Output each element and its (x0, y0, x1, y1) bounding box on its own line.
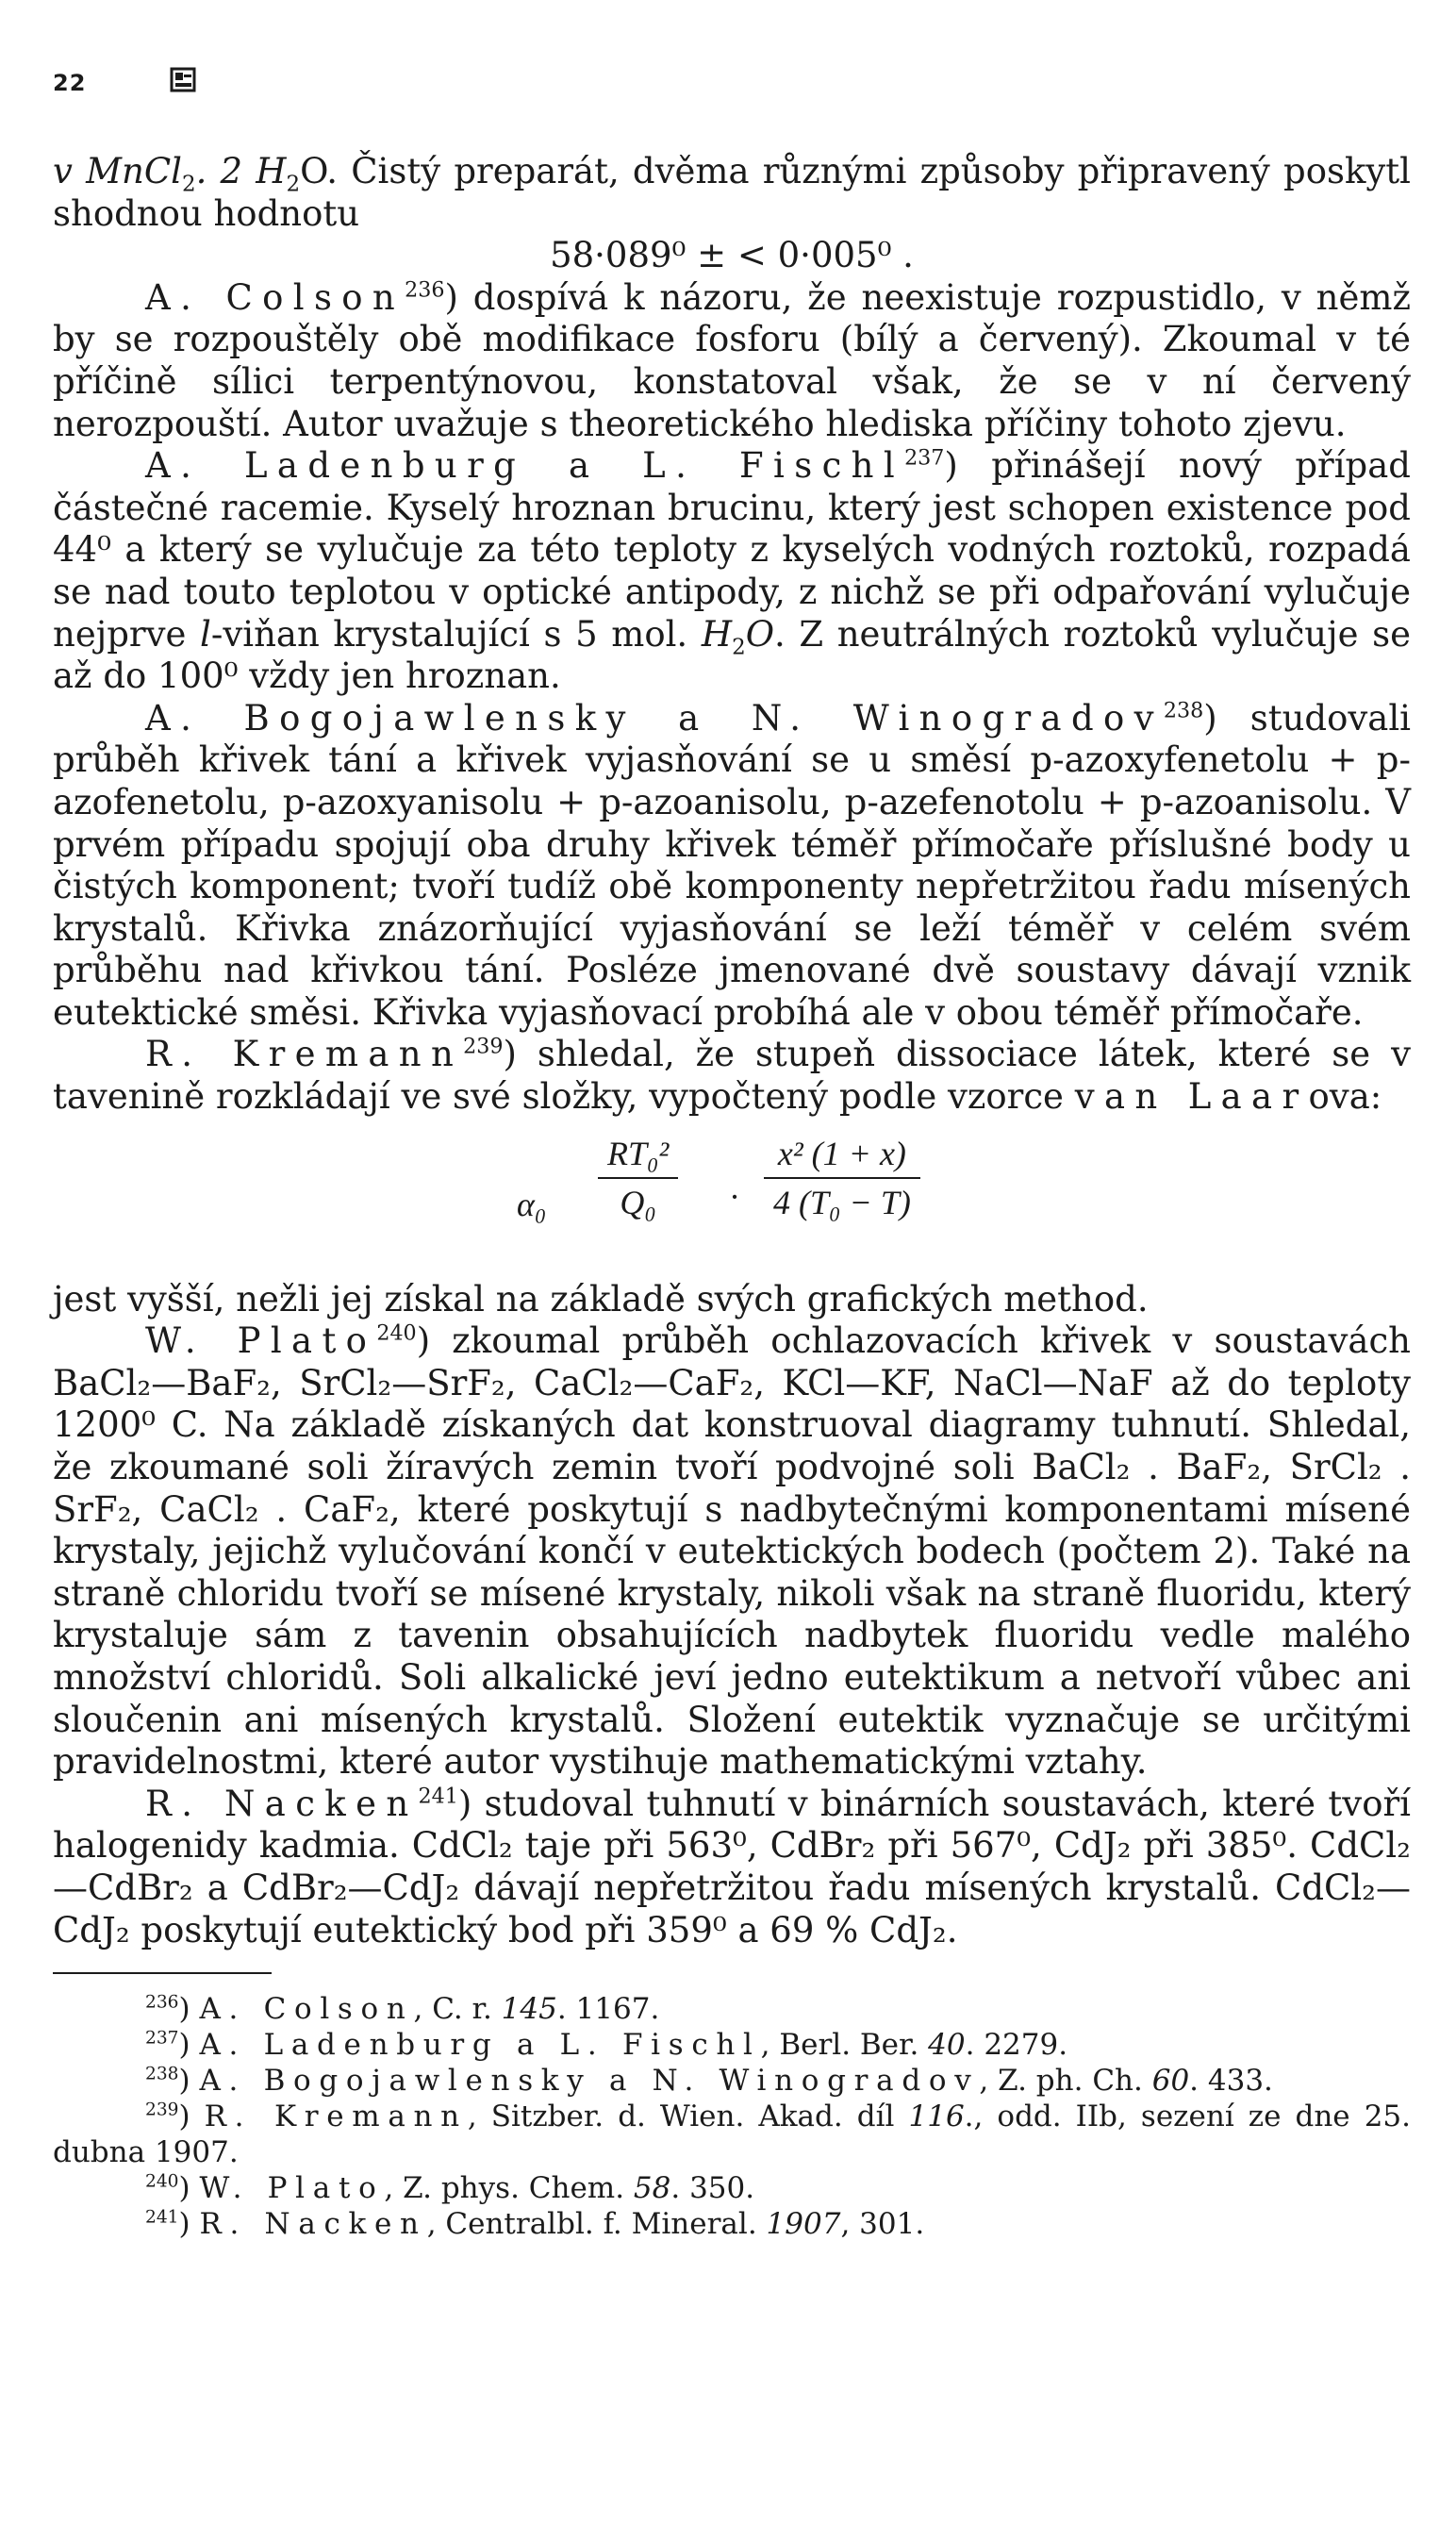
author-name: A. Colson (145, 276, 405, 318)
footnote-ref: 239 (463, 1035, 504, 1060)
footnote-ref: 238 (1163, 698, 1204, 723)
paragraph-1: v MnCl$_2$. 2 $H_2O$. Čistý preparát, dvěma různými způsoby připravený poskytl shodnou hodnotu (53, 151, 1412, 234)
paragraph-bogojawlensky: A. Bogojawlensky a N. Winogradov$^{238}$) studovali průběh křivek tání a křivek vyjasňování se u směsí p-azoxyfenetolu + p-azofenetolu, p-azoxyanisolu + p-azoanisolu, p-azefenotolu + p-azoanisolu. V prvém případu spojují oba druhy křivek téměř přímočaře příslušné body u čistých komponent; tvoří tudíž obě komponenty nepřetržitou řadu mísených krystalů. Křivka znázorňující vyjasňování se leží téměř v celém svém průběhu nad křivkou tání. Posléze jmenované dvě soustavy dávají vznik eutektické směsi. Křivka vyjasňovací probíhá ale v obou téměř přímočaře. (53, 697, 1411, 1033)
paragraph-kremann: R. Kremann$^{239}$) shledal, že stupeň dissociace látek, které se v tavenině rozkládají ve své složky, vypočtený podle vzorce van Laarova: (53, 1034, 1411, 1118)
author-name: R. Nacken (145, 1783, 419, 1824)
footnotes (53, 1991, 1411, 2242)
footnote: $^{240}$) W. Plato, Z. phys. Chem. 58. 350. (145, 2171, 755, 2206)
footnote: $^{237}$) A. Ladenburg a L. Fischl, Berl. Ber. 40. 2279. (145, 2028, 1068, 2063)
formula-alpha: α₀ (517, 1185, 547, 1223)
footnote: $^{239}$) R. Kremann, Sitzber. d. Wien. Akad. díl 116., odd. IIb, sezení ze dne 25. dubna 1907. (53, 2100, 1412, 2170)
author-name: W. Plato (145, 1320, 377, 1362)
author-name: A. Ladenburg a L. Fischl (145, 445, 905, 487)
paragraph-plato: W. Plato$^{240}$) zkoumal průběh ochlazovacích křivek v soustavách BaCl₂—BaF₂, SrCl₂—SrF₂, CaCl₂—CaF₂, KCl—KF, NaCl—NaF až do teploty 1200⁰ C. Na základě získaných dat konstruoval diagramy tuhnutí. Shledal, že zkoumané soli žíravých zemin tvoří podvojné soli BaCl₂ . BaF₂, SrCl₂ . SrF₂, CaCl₂ . CaF₂, které poskytují s nadbytečnými komponentami mísené krystaly, jejichž vylučování končí v eutektických bodech (počtem 2). Také na straně chloridu tvoří se mísené krystaly, nikoli však na straně fluoridu, který krystaluje sám z tavenin obsahujících nadbytek fluoridu vedle malého množství chloridů. Soli alkalické jeví jedno eutektikum a netvoří vůbec ani sloučenin ani mísených krystalů. Složení eutektik vyznačuje se určitými pravidelnostmi, které autor vystihuje mathematickými vztahy. (53, 1320, 1411, 1783)
footnote-ref: 236 (405, 277, 445, 303)
paragraph-colson: A. Colson$^{236}$) dospívá k názoru, že neexistuje rozpustidlo, v němž by se rozpouštěly obě modifikace fosforu (bílý a červený). Zkoumal v té příčině sílici terpentýnovou, konstatoval však, že se v ní červený nerozpouští. Autor uvažuje s theoretického hlediska příčiny tohoto zjevu. (53, 276, 1411, 444)
footnote: $^{241}$) R. Nacken, Centralbl. f. Mineral. 1907, 301. (145, 2207, 925, 2242)
paragraph-after-formula: jest vyšší, nežli jej získal na základě svých grafických method. (53, 1278, 1149, 1320)
article-body (53, 151, 1411, 2242)
footnote-ref: 241 (418, 1784, 458, 1809)
footnote: $^{238}$) A. Bogojawlensky a N. Winogradov, Z. ph. Ch. 60. 433. (145, 2064, 1273, 2099)
value-line: 58·089⁰ ± < 0·005⁰ . (550, 235, 914, 276)
paragraph-nacken: R. Nacken$^{241}$) studoval tuhnutí v binárních soustavách, které tvoří halogenidy kadmia. CdCl₂ taje při 563⁰, CdBr₂ při 567⁰, CdJ₂ při 385⁰. CdCl₂—CdBr₂ a CdBr₂—CdJ₂ dávají nepřetržitou řadu mísených krystalů. CdCl₂—CdJ₂ poskytují eutektický bod při 359⁰ a 69 % CdJ₂. (53, 1783, 1411, 1950)
footnote: $^{236}$) A. Colson, C. r. 145. 1167. (145, 1992, 660, 2027)
author-name: R. Kremann (145, 1034, 464, 1075)
fraction-1: $\frac{\text{RT₀²}}{\text{Q₀}}$ (598, 1134, 678, 1222)
author-name: A. Bogojawlensky a N. Winogradov (145, 697, 1164, 739)
paragraph-ladenburg: A. Ladenburg a L. Fischl$^{237}$) přinášejí nový případ částečné racemie. Kyselý hroznan brucinu, který jest schopen existence pod 44⁰ a který se vylučuje za této teploty z kyselých vodných roztoků, rozpadá se nad touto teplotou v optické antipody, z nichž se při odpařování vylučuje nejprve l-viňan krystalující s 5 mol. $H_2O$. Z neutrálných roztoků vylučuje se až do 100⁰ vždy jen hroznan. (53, 445, 1411, 697)
footnote-divider (53, 1972, 272, 1974)
book-mark-icon (170, 66, 198, 94)
formula-dot: · (730, 1177, 738, 1216)
footnote-ref: 240 (376, 1320, 417, 1346)
formula (53, 1128, 1411, 1270)
page-number: 22 (53, 70, 87, 96)
footnote-ref: 237 (904, 445, 945, 471)
fraction-2: $\frac{\text{x² (1 + x)}}{\text{4 (T₀ − T)}}$ (764, 1134, 920, 1222)
